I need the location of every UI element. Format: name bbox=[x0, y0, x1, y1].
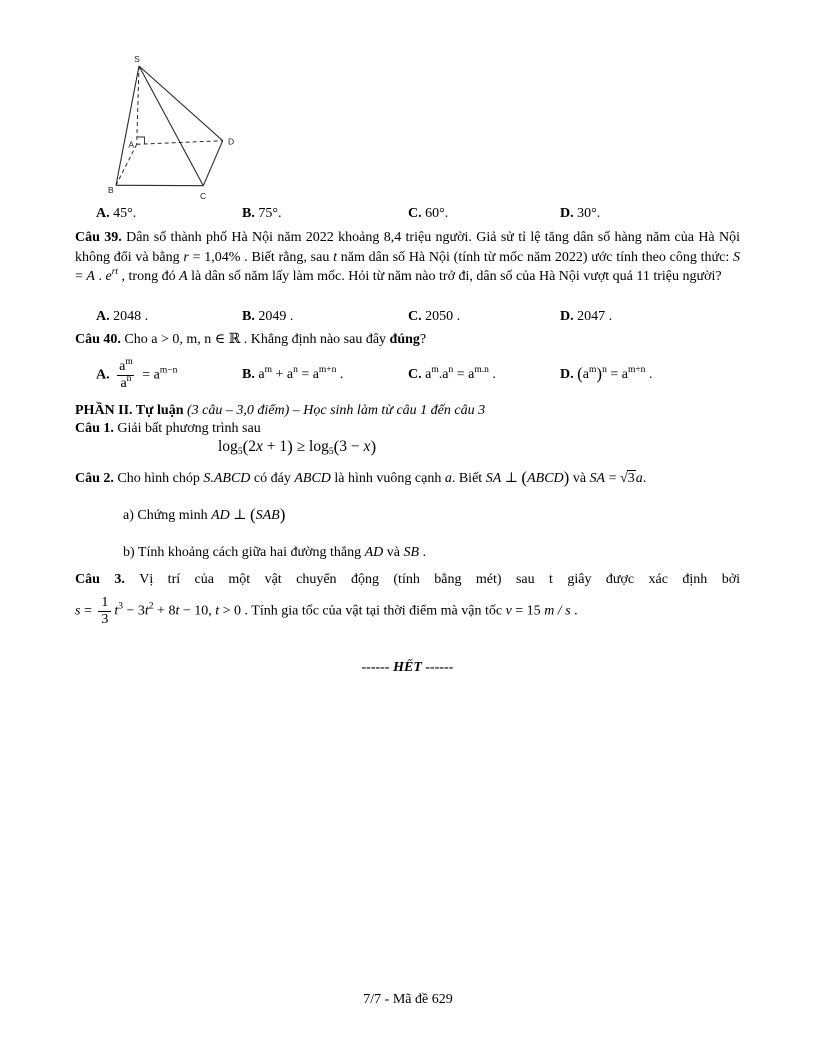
vertex-label-A: A bbox=[128, 139, 134, 150]
pyramid-figure bbox=[100, 50, 270, 200]
part2-heading: PHẦN II. Tự luận (3 câu – 3,0 điểm) – Học sinh làm từ câu 1 đến câu 3 bbox=[75, 403, 486, 418]
q39-question-text: Câu 39. Dân số thành phố Hà Nội năm 2022 khoảng 8,4 triệu người. Giả sử tỉ lệ tăng dân số hàng năm của Hà Nội không đổi và bằng r = 1,04% . Biết rằng, sau t năm dân số Hà Nội (tính từ mốc năm 2022) ước tính theo công thức: S = A . $e^{rt}$ , trong đó A là dân số năm lấy làm mốc. Hỏi từ năm nào trở đi, dân số của Hà Nội vượt quá 11 triệu người? bbox=[75, 230, 740, 284]
vertex-label-C: C bbox=[200, 191, 207, 200]
q40-question-text: Câu 40. Cho a > 0, m, n ∈ ℝ . Khẳng định nào sau đây đúng? bbox=[75, 332, 427, 347]
q38-option-c: C. 60°. bbox=[408, 206, 449, 221]
log-inequality-formula: log5(2x + 1) ≥ log5(3 − x) bbox=[218, 437, 377, 457]
q40-option-d: D. $(a^m)^n = a^{m+n}$ . bbox=[560, 364, 653, 384]
essay-question-2: Câu 2. Cho hình chóp S.ABCD có đáy ABCD là hình vuông cạnh a. Biết SA ⊥ (ABCD) và SA = √3a. bbox=[75, 468, 647, 487]
q39-options-row bbox=[75, 307, 740, 327]
edge-SC bbox=[139, 66, 203, 186]
page-footer: 7/7 - Mã đề 629 bbox=[363, 992, 453, 1007]
q39-option-a: A. 2048 . bbox=[96, 309, 149, 324]
edge-SB bbox=[116, 66, 139, 185]
right-angle-mark bbox=[138, 137, 145, 144]
end-marker: ------ HẾT ------ bbox=[361, 660, 454, 675]
q38-option-b: B. 75°. bbox=[242, 206, 282, 221]
essay-question-2b: b) Tính khoảng cách giữa hai đường thẳng AD và SB . bbox=[123, 545, 427, 560]
vertex-label-B: B bbox=[108, 185, 114, 195]
essay-question-2a: a) Chứng minh AD ⊥ (SAB) bbox=[123, 505, 286, 524]
vertex-label-S: S bbox=[134, 54, 140, 64]
essay-question-1: Câu 1. Giải bất phương trình sau bbox=[75, 421, 261, 436]
q38-option-a: A. 45°. bbox=[96, 206, 137, 221]
edge-CD bbox=[203, 141, 222, 186]
q40-options-row bbox=[75, 351, 740, 399]
q38-option-d: D. 30°. bbox=[560, 206, 601, 221]
essay-question-3-line1: Câu 3. Vị trí của một vật chuyển động (tính bằng mét) sau t giây được xác định bởi bbox=[75, 572, 740, 587]
edge-AB-dashed bbox=[116, 144, 137, 185]
essay-question-3-line2: s = $\frac{1}{3}$ $t^3 - 3t^2 + 8t - 10$, t > 0 . Tính gia tốc của vật tại thời điểm mà vận tốc v = 15 m / s . bbox=[75, 595, 578, 627]
q40-option-a: A. $\frac{a^m}{a^n}$ = $a^{m-n}$ bbox=[96, 356, 178, 391]
q40-option-c: C. $a^m.a^n = a^{m.n}$ . bbox=[408, 365, 496, 383]
q39-option-b: B. 2049 . bbox=[242, 309, 294, 324]
q39-option-d: D. 2047 . bbox=[560, 309, 613, 324]
vertex-label-D: D bbox=[228, 136, 235, 147]
q40-option-b: B. $a^m + a^n = a^{m+n}$ . bbox=[242, 365, 344, 383]
edge-SD bbox=[139, 66, 223, 141]
q38-options-row bbox=[75, 204, 740, 224]
q39-option-c: C. 2050 . bbox=[408, 309, 461, 324]
